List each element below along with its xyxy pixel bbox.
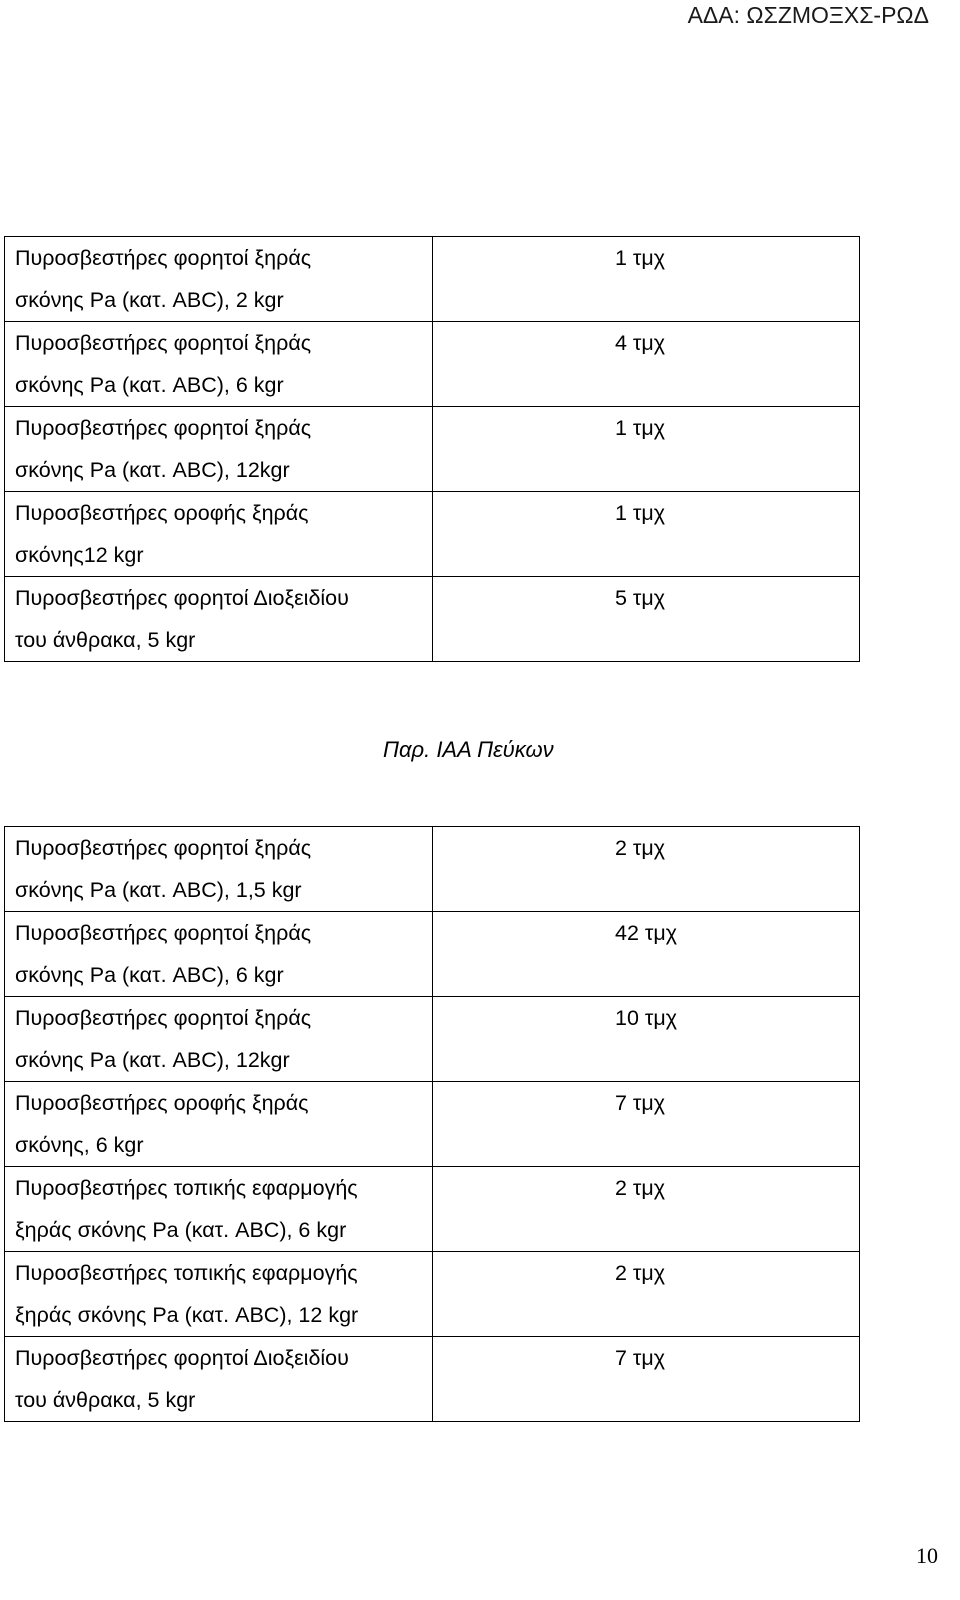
item-quantity: 42 τμχ: [433, 912, 860, 997]
table-row: [5, 1252, 860, 1337]
item-description: Πυροσβεστήρες οροφής ξηράς σκόνης12 kgr: [5, 492, 433, 577]
item-description: Πυροσβεστήρες φορητοί ξηράς σκόνης Pa (κατ. ABC), 1,5 kgr: [5, 827, 433, 912]
section-caption: Παρ. ΙΑΑ Πεύκων: [383, 737, 554, 762]
table-row: [5, 1082, 860, 1167]
equipment-table-1: [4, 236, 860, 662]
item-description: Πυροσβεστήρες φορητοί ξηράς σκόνης Pa (κατ. ABC), 12kgr: [5, 997, 433, 1082]
table-row: [5, 237, 860, 322]
equipment-table-2: [4, 826, 860, 1422]
table-row: [5, 827, 860, 912]
item-quantity: 2 τμχ: [433, 1167, 860, 1252]
item-quantity: 1 τμχ: [433, 492, 860, 577]
item-description: Πυροσβεστήρες τοπικής εφαρμογής ξηράς σκόνης Pa (κατ. ABC), 12 kgr: [5, 1252, 433, 1337]
table-row: [5, 912, 860, 997]
table-row: [5, 322, 860, 407]
item-quantity: 7 τμχ: [433, 1082, 860, 1167]
item-quantity: 7 τμχ: [433, 1337, 860, 1422]
document-code: ΑΔΑ: ΩΣΖΜΟΞΧΣ-ΡΩΔ: [687, 2, 929, 28]
item-quantity: 1 τμχ: [433, 407, 860, 492]
item-description: Πυροσβεστήρες φορητοί Διοξειδίου του άνθρακα, 5 kgr: [5, 577, 433, 662]
table-row: [5, 577, 860, 662]
item-description: Πυροσβεστήρες οροφής ξηράς σκόνης, 6 kgr: [5, 1082, 433, 1167]
item-description: Πυροσβεστήρες φορητοί ξηράς σκόνης Pa (κατ. ABC), 12kgr: [5, 407, 433, 492]
table-row: [5, 1337, 860, 1422]
table-row: [5, 1167, 860, 1252]
item-quantity: 1 τμχ: [433, 237, 860, 322]
item-quantity: 2 τμχ: [433, 827, 860, 912]
page-number: 10: [916, 1543, 938, 1568]
table-row: [5, 492, 860, 577]
table-row: [5, 997, 860, 1082]
item-description: Πυροσβεστήρες φορητοί ξηράς σκόνης Pa (κατ. ABC), 2 kgr: [5, 237, 433, 322]
item-quantity: 4 τμχ: [433, 322, 860, 407]
item-quantity: 2 τμχ: [433, 1252, 860, 1337]
item-description: Πυροσβεστήρες τοπικής εφαρμογής ξηράς σκόνης Pa (κατ. ABC), 6 kgr: [5, 1167, 433, 1252]
item-quantity: 10 τμχ: [433, 997, 860, 1082]
item-description: Πυροσβεστήρες φορητοί ξηράς σκόνης Pa (κατ. ABC), 6 kgr: [5, 322, 433, 407]
item-quantity: 5 τμχ: [433, 577, 860, 662]
item-description: Πυροσβεστήρες φορητοί Διοξειδίου του άνθρακα, 5 kgr: [5, 1337, 433, 1422]
table-row: [5, 407, 860, 492]
item-description: Πυροσβεστήρες φορητοί ξηράς σκόνης Pa (κατ. ABC), 6 kgr: [5, 912, 433, 997]
